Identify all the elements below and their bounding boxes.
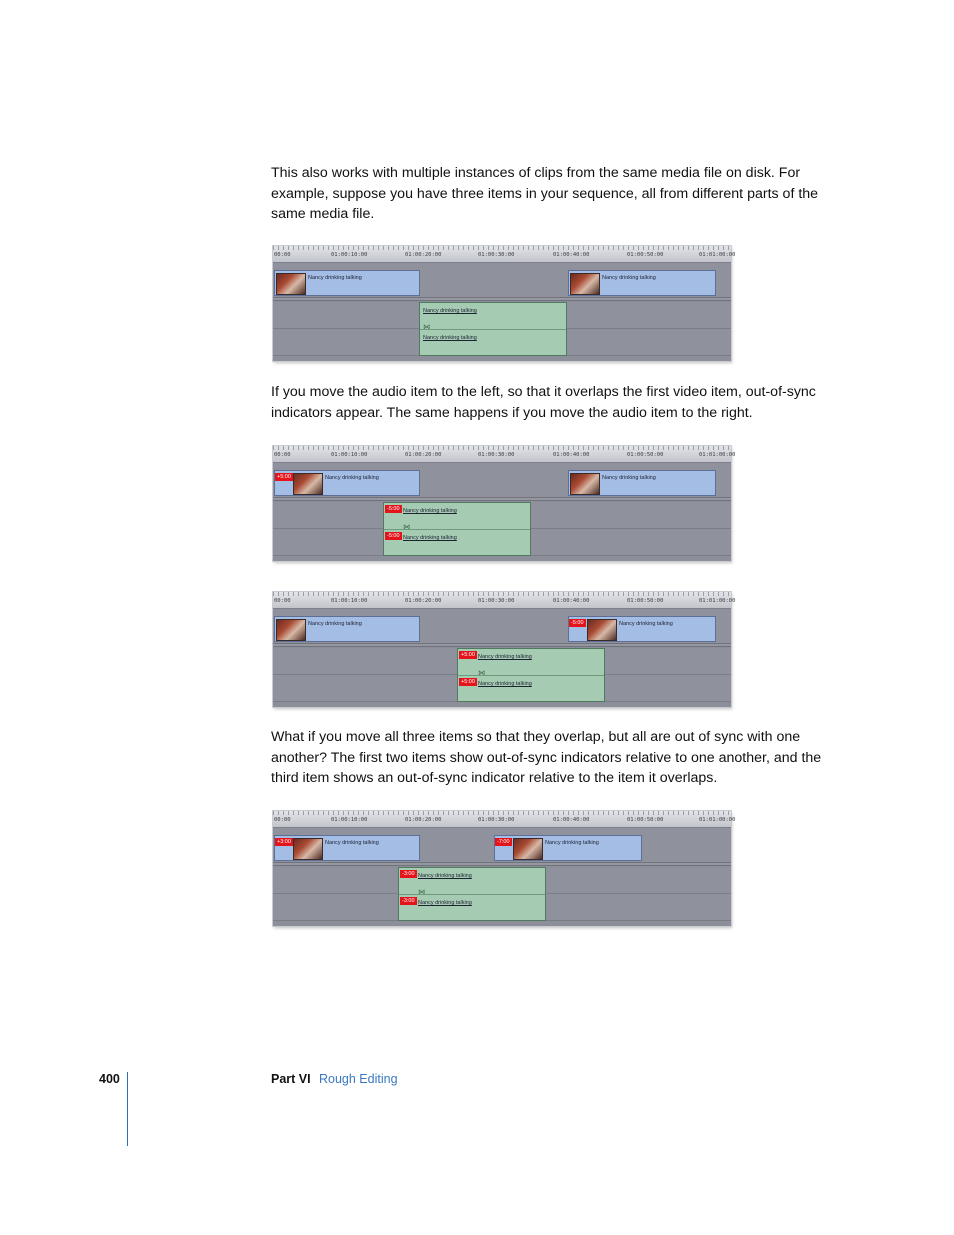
timecode-label: 01:00:30:00 bbox=[478, 452, 515, 458]
out-of-sync-indicator: -5:00 bbox=[387, 506, 400, 512]
video-clip[interactable] bbox=[274, 470, 420, 496]
timecode-label: 01:01:00:00 bbox=[699, 252, 736, 258]
timecode-label: 01:01:00:00 bbox=[699, 452, 736, 458]
timecode-label: 01:00:20:00 bbox=[405, 452, 442, 458]
video-clip[interactable] bbox=[568, 616, 716, 642]
timecode-label: 01:00:10:00 bbox=[331, 452, 368, 458]
link-icon: ⋈ bbox=[423, 323, 430, 331]
out-of-sync-indicator: -5:00 bbox=[387, 533, 400, 539]
track-divider bbox=[273, 297, 731, 301]
timecode-ruler bbox=[273, 246, 736, 263]
video-clip[interactable] bbox=[494, 835, 642, 861]
link-icon: ⋈ bbox=[418, 888, 425, 896]
clip-label: Nancy drinking talking bbox=[308, 621, 362, 627]
clip-label: Nancy drinking talking bbox=[423, 308, 477, 314]
timecode-label: 01:00:10:00 bbox=[331, 252, 368, 258]
track-divider bbox=[273, 862, 731, 866]
video-clip[interactable] bbox=[274, 835, 420, 861]
part-label: Part VI bbox=[271, 1072, 311, 1086]
out-of-sync-indicator: +5:00 bbox=[461, 679, 475, 685]
clip-thumbnail bbox=[587, 619, 617, 641]
audio-clip[interactable] bbox=[457, 648, 605, 702]
out-of-sync-indicator: +5:00 bbox=[461, 652, 475, 658]
timecode-label: 01:00:30:00 bbox=[478, 252, 515, 258]
clip-label: Nancy drinking talking bbox=[418, 873, 472, 879]
clip-thumbnail bbox=[570, 273, 600, 295]
video-clip[interactable] bbox=[568, 470, 716, 496]
clip-label: Nancy drinking talking bbox=[403, 535, 457, 541]
clip-label: Nancy drinking talking bbox=[325, 840, 379, 846]
out-of-sync-indicator: -3:00 bbox=[402, 871, 415, 877]
timecode-label: 00:00 bbox=[274, 452, 291, 458]
timecode-label: 01:01:00:00 bbox=[699, 817, 736, 823]
clip-thumbnail bbox=[276, 273, 306, 295]
timecode-label: 01:00:40:00 bbox=[553, 452, 590, 458]
timecode-label: 01:01:00:00 bbox=[699, 598, 736, 604]
timecode-label: 01:00:10:00 bbox=[331, 817, 368, 823]
link-icon: ⋈ bbox=[478, 669, 485, 677]
clip-label: Nancy drinking talking bbox=[325, 475, 379, 481]
timecode-label: 01:00:30:00 bbox=[478, 817, 515, 823]
video-clip[interactable] bbox=[274, 270, 420, 296]
page-number: 400 bbox=[99, 1072, 120, 1086]
timecode-label: 01:00:20:00 bbox=[405, 598, 442, 604]
audio-clip[interactable] bbox=[383, 502, 531, 556]
clip-label: Nancy drinking talking bbox=[619, 621, 673, 627]
timecode-label: 01:00:40:00 bbox=[553, 817, 590, 823]
paragraph-all-overlap: What if you move all three items so that they overlap, but all are out of sync with one another? The first two items show out-of-sync indicators relative to one another, and the third item shows an out-of-sync indicator relative to the item it overlaps. bbox=[271, 729, 822, 787]
video-clip[interactable] bbox=[274, 616, 420, 642]
clip-label: Nancy drinking talking bbox=[418, 900, 472, 906]
audio-clip[interactable] bbox=[398, 867, 546, 921]
clip-thumbnail bbox=[570, 473, 600, 495]
timeline-figure-3 bbox=[273, 592, 736, 707]
timecode-ruler bbox=[273, 811, 736, 828]
timecode-label: 00:00 bbox=[274, 817, 291, 823]
paragraph-intro: This also works with multiple instances of clips from the same media file on disk. For example, suppose you have three items in your sequence, all from different parts of the same media file. bbox=[271, 165, 819, 223]
timeline-figure-2 bbox=[273, 446, 736, 561]
chapter-link[interactable]: Rough Editing bbox=[319, 1072, 398, 1086]
timecode-label: 01:00:50:00 bbox=[627, 598, 664, 604]
timecode-label: 01:00:40:00 bbox=[553, 598, 590, 604]
out-of-sync-indicator: +5:00 bbox=[277, 474, 291, 480]
timecode-label: 01:00:10:00 bbox=[331, 598, 368, 604]
clip-label: Nancy drinking talking bbox=[403, 508, 457, 514]
clip-label: Nancy drinking talking bbox=[478, 654, 532, 660]
timeline-figure-4 bbox=[273, 811, 736, 926]
timecode-ruler bbox=[273, 446, 736, 463]
timeline-figure-1 bbox=[273, 246, 736, 361]
timecode-label: 01:00:50:00 bbox=[627, 252, 664, 258]
timecode-label: 01:00:40:00 bbox=[553, 252, 590, 258]
out-of-sync-indicator: +3:00 bbox=[277, 839, 291, 845]
timecode-label: 01:00:20:00 bbox=[405, 252, 442, 258]
clip-label: Nancy drinking talking bbox=[308, 275, 362, 281]
out-of-sync-indicator: -7:00 bbox=[497, 839, 510, 845]
clip-thumbnail bbox=[293, 473, 323, 495]
clip-thumbnail bbox=[513, 838, 543, 860]
timecode-label: 01:00:20:00 bbox=[405, 817, 442, 823]
timecode-label: 01:00:30:00 bbox=[478, 598, 515, 604]
clip-thumbnail bbox=[293, 838, 323, 860]
timecode-label: 00:00 bbox=[274, 252, 291, 258]
clip-thumbnail bbox=[276, 619, 306, 641]
timecode-label: 00:00 bbox=[274, 598, 291, 604]
out-of-sync-indicator: -5:00 bbox=[571, 620, 584, 626]
clip-label: Nancy drinking talking bbox=[423, 335, 477, 341]
timecode-label: 01:00:50:00 bbox=[627, 817, 664, 823]
footer-divider bbox=[127, 1072, 128, 1146]
clip-label: Nancy drinking talking bbox=[602, 275, 656, 281]
track-divider bbox=[273, 643, 731, 647]
video-clip[interactable] bbox=[568, 270, 716, 296]
track-divider bbox=[273, 497, 731, 501]
timecode-ruler bbox=[273, 592, 736, 609]
clip-label: Nancy drinking talking bbox=[602, 475, 656, 481]
clip-label: Nancy drinking talking bbox=[545, 840, 599, 846]
out-of-sync-indicator: -3:00 bbox=[402, 898, 415, 904]
paragraph-move-audio: If you move the audio item to the left, so that it overlaps the first video item, out-of-sync indicators appear. The same happens if you move the audio item to the right. bbox=[271, 384, 816, 421]
timecode-label: 01:00:50:00 bbox=[627, 452, 664, 458]
link-icon: ⋈ bbox=[403, 523, 410, 531]
clip-label: Nancy drinking talking bbox=[478, 681, 532, 687]
audio-clip[interactable] bbox=[419, 302, 567, 356]
